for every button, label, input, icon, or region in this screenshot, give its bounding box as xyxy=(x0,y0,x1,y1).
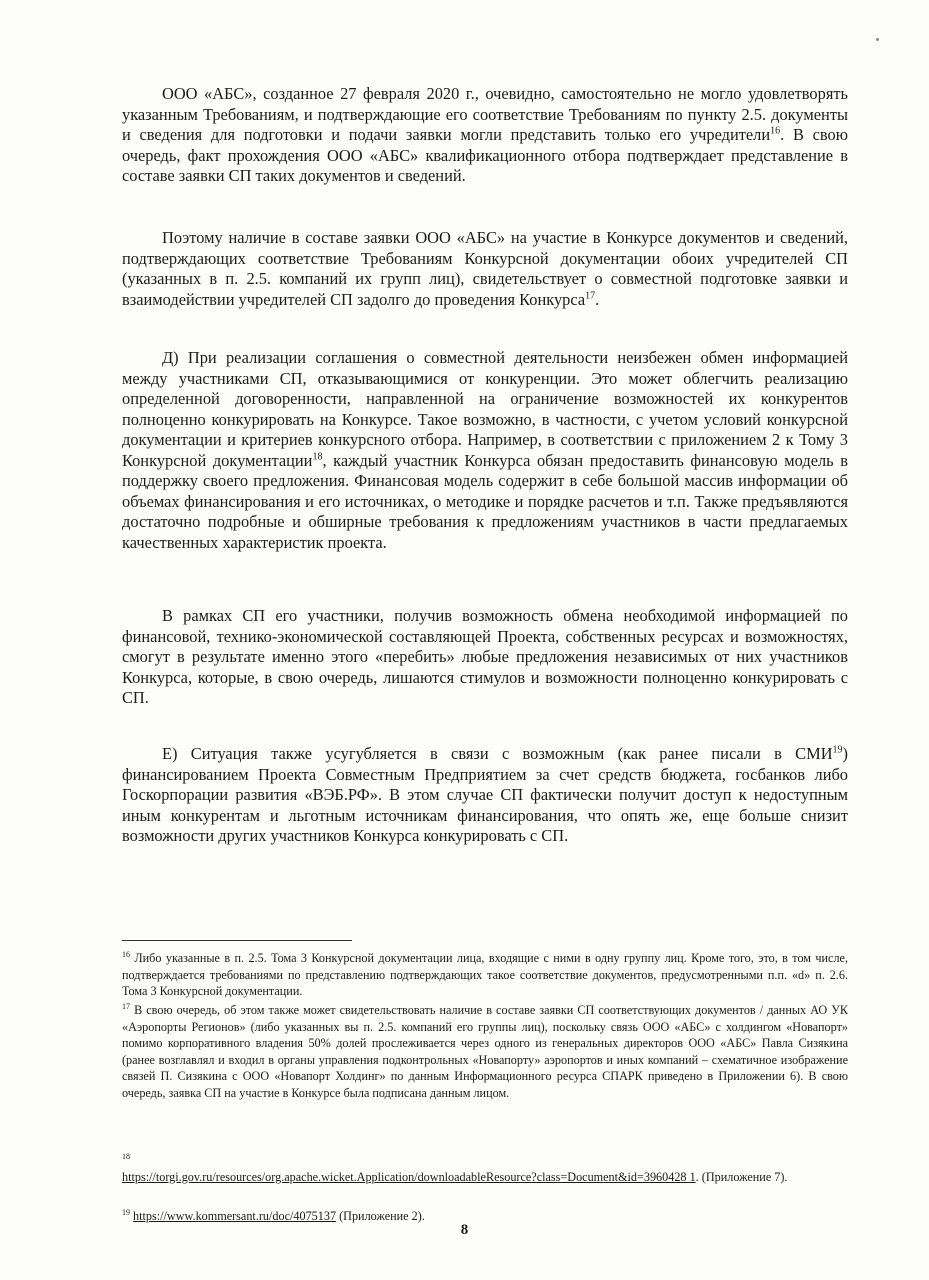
footnote-ref-18[interactable]: 18 xyxy=(312,451,323,463)
footnote-ref-17[interactable]: 17 xyxy=(585,290,596,302)
footnote-18: $^{18}$ https://torgi.gov.ru/resources/org.apache.wicket.Application/downloadableResource?class=Document&id=3960428 1. (Приложение 7). xyxy=(122,1151,788,1184)
paragraph-5: Е) Ситуация также усугубляется в связи с возможным (как ранее писали в СМИ$^{19}$) финансированием Проекта Совместным Предприятием за счет средств бюджета, госбанков либо Госкорпорации развития «ВЭБ.РФ». В этом случае СП фактически получит доступ к недоступным иным конкурентам и льготным источникам финансирования, что опять же, еще больше снизит возможности других участников Конкурса конкурировать с СП. xyxy=(122,744,848,845)
footnote-16: $^{16}$ Либо указанные в п. 2.5. Тома 3 Конкурсной документации лица, входящие с ними в одну группу лиц. Кроме того, это, в том числе, подтверждается требованиями по представлению подтверждающих такое соответствие документов, предусмотренными п.п. «d» п. 2.6. Тома 3 Конкурсной документации. xyxy=(122,949,849,999)
scan-speck xyxy=(876,38,879,41)
footnote-separator xyxy=(122,940,352,941)
footnote-18-link[interactable]: https://torgi.gov.ru/resources/org.apache.wicket.Application/downloadableResource?class=Document&id=3960428 1 xyxy=(122,1169,696,1184)
footnote-19: $^{19}$ https://www.kommersant.ru/doc/4075137 (Приложение 2). xyxy=(122,1207,425,1223)
paragraph-4: В рамках СП его участники, получив возможность обмена необходимой информацией по финансовой, технико-экономической составляющей Проекта, собственных ресурсах и возможностях, смогут в результате именно этого «перебить» любые предложения независимых от них участников Конкурса, которые, в свою очередь, лишаются стимулов и возможности полноценно конкурировать с СП. xyxy=(122,606,848,707)
paragraph-1: ООО «АБС», созданное 27 февраля 2020 г., очевидно, самостоятельно не могло удовлетворять указанным Требованиям, и подтверждающие его соответствие Требованиям по пункту 2.5. документы и сведения для подготовки и подачи заявки могли представить только его учредители$^{16}$. В свою очередь, факт прохождения ООО «АБС» квалификационного отбора подтверждает представление в составе заявки СП таких документов и сведений. xyxy=(122,84,848,185)
footnote-19-link[interactable]: https://www.kommersant.ru/doc/4075137 xyxy=(133,1209,337,1223)
footnote-ref-19[interactable]: 19 xyxy=(832,744,843,756)
page-number: 8 xyxy=(460,1222,469,1238)
footnote-17: $^{17}$ В свою очередь, об этом также может свидетельствовать наличие в составе заявки СП соответствующих документов / данных АО УК «Аэропорты Регионов» (либо указанных вы п. 2.5. компаний его группы лиц), поскольку связь ООО «АБС» с холдингом «Новапорт» помимо корпоративного владения 50% долей прослеживается через одного из генеральных директоров ООО «АБС» Павла Сизякина (ранее возглавлял и входил в органы управления подконтрольных «Новапорту» аэропортов и иных компаний – схематичное изображение связей П. Сизякина с ООО «Новапорт Холдинг» по данным Информационного ресурса СПАРК приведено в Приложении 6). В свою очередь, заявка СП на участие в Конкурсе была подписана данным лицом. xyxy=(122,1001,849,1100)
footnote-ref-16[interactable]: 16 xyxy=(770,125,781,137)
paragraph-2: Поэтому наличие в составе заявки ООО «АБС» на участие в Конкурсе документов и сведений, подтверждающих соответствие Требованиям Конкурсной документации обоих учредителей СП (указанных в п. 2.5. компаний их групп лиц), свидетельствует о совместной подготовке заявки и взаимодействии учредителей СП задолго до проведения Конкурса$^{17}$. xyxy=(122,228,848,309)
paragraph-3: Д) При реализации соглашения о совместной деятельности неизбежен обмен информацией между участниками СП, отказывающимися от конкуренции. Это может облегчить реализацию определенной договоренности, направленной на ограничение возможностей их конкурентов полноценно конкурировать на Конкурсе. Такое возможно, в частности, с учетом условий конкурсной документации и критериев конкурсного отбора. Например, в соответствии с приложением 2 к Тому 3 Конкурсной документации$^{18}$, каждый участник Конкурса обязан предоставить финансовую модель в поддержку своего предложения. Финансовая модель содержит в себе большой массив информации об объемах финансирования и его источниках, о методике и порядке расчетов и т.п. Также предъявляются достаточно подробные и обширные требования к предложениям участников в части предлагаемых качественных характеристик проекта. xyxy=(122,348,848,552)
